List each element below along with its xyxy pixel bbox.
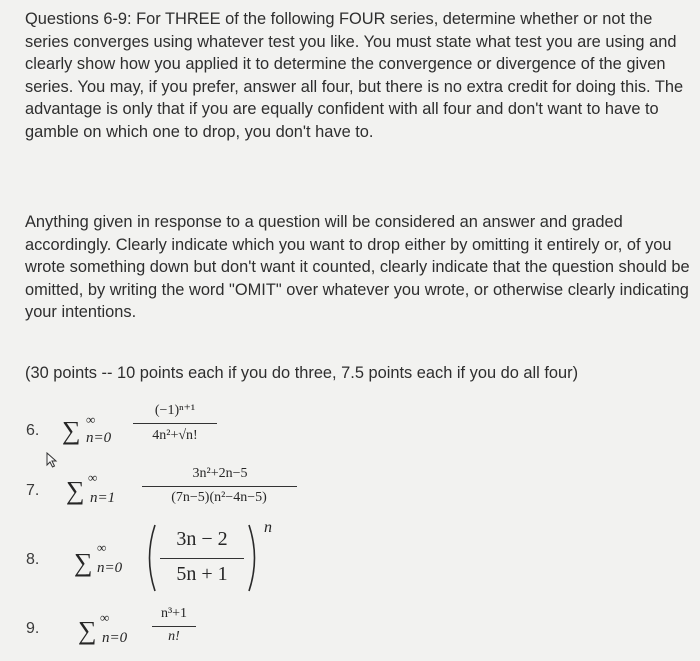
sigma-symbol: ∑	[74, 548, 93, 577]
lower-limit: n=0	[97, 560, 123, 576]
sigma-symbol: ∑	[66, 476, 85, 505]
instructions-paragraph-1: Questions 6-9: For THREE of the following FOUR series, determine whether or not the series converges using whatever test you like. You must state what test you are using and clearly show how you applied it to determine the convergence or divergence of the given series. You may, if you prefer, answer all four, but there is no extra credit for doing this. The advantage is only that if you are equally confident with all four and don't want to have to gamble on which one to drop, you don't have to.	[25, 10, 684, 141]
fraction-bar	[160, 558, 244, 559]
points-note: (30 points -- 10 points each if you do three, 7.5 points each if you do all four)	[25, 364, 579, 382]
question-number: 9.	[26, 620, 40, 637]
upper-limit: ∞	[97, 540, 107, 555]
fraction-numerator: n³+1	[160, 606, 188, 621]
question-number: 8.	[26, 551, 40, 568]
question-number: 6.	[26, 422, 40, 439]
sigma-symbol: ∑	[62, 416, 81, 445]
fraction-numerator: (−1)ⁿ⁺¹	[154, 403, 196, 418]
upper-limit: ∞	[100, 610, 110, 625]
sigma-symbol: ∑	[78, 616, 97, 645]
mouse-cursor-icon	[45, 452, 59, 468]
fraction-bar	[142, 486, 297, 487]
fraction-bar	[152, 626, 196, 627]
left-paren	[143, 523, 157, 593]
fraction-numerator: 3n²+2n−5	[192, 466, 248, 481]
fraction-denominator: 5n + 1	[176, 563, 228, 585]
fraction-denominator: n!	[168, 629, 180, 644]
upper-limit: ∞	[88, 470, 98, 485]
instructions-paragraph-2: Anything given in response to a question will be considered an answer and graded accordingly. Clearly indicate which you want to drop either by omitting it entirely or, of you wrote something down but don't want it counted, clearly indicate that the question should be omitted, by writing the word "OMIT" over whatever you wrote, or otherwise clearly indicating your intentions.	[25, 213, 690, 322]
lower-limit: n=0	[86, 430, 112, 446]
fraction-bar	[133, 423, 217, 424]
fraction-denominator: (7n−5)(n²−4n−5)	[171, 490, 267, 505]
exponent: n	[264, 519, 272, 536]
upper-limit: ∞	[86, 412, 96, 427]
fraction-numerator: 3n − 2	[176, 528, 228, 550]
question-number: 7.	[26, 482, 40, 499]
lower-limit: n=1	[90, 490, 116, 506]
lower-limit: n=0	[102, 630, 128, 646]
right-paren	[247, 523, 261, 593]
fraction-denominator: 4n²+√n!	[152, 428, 198, 443]
